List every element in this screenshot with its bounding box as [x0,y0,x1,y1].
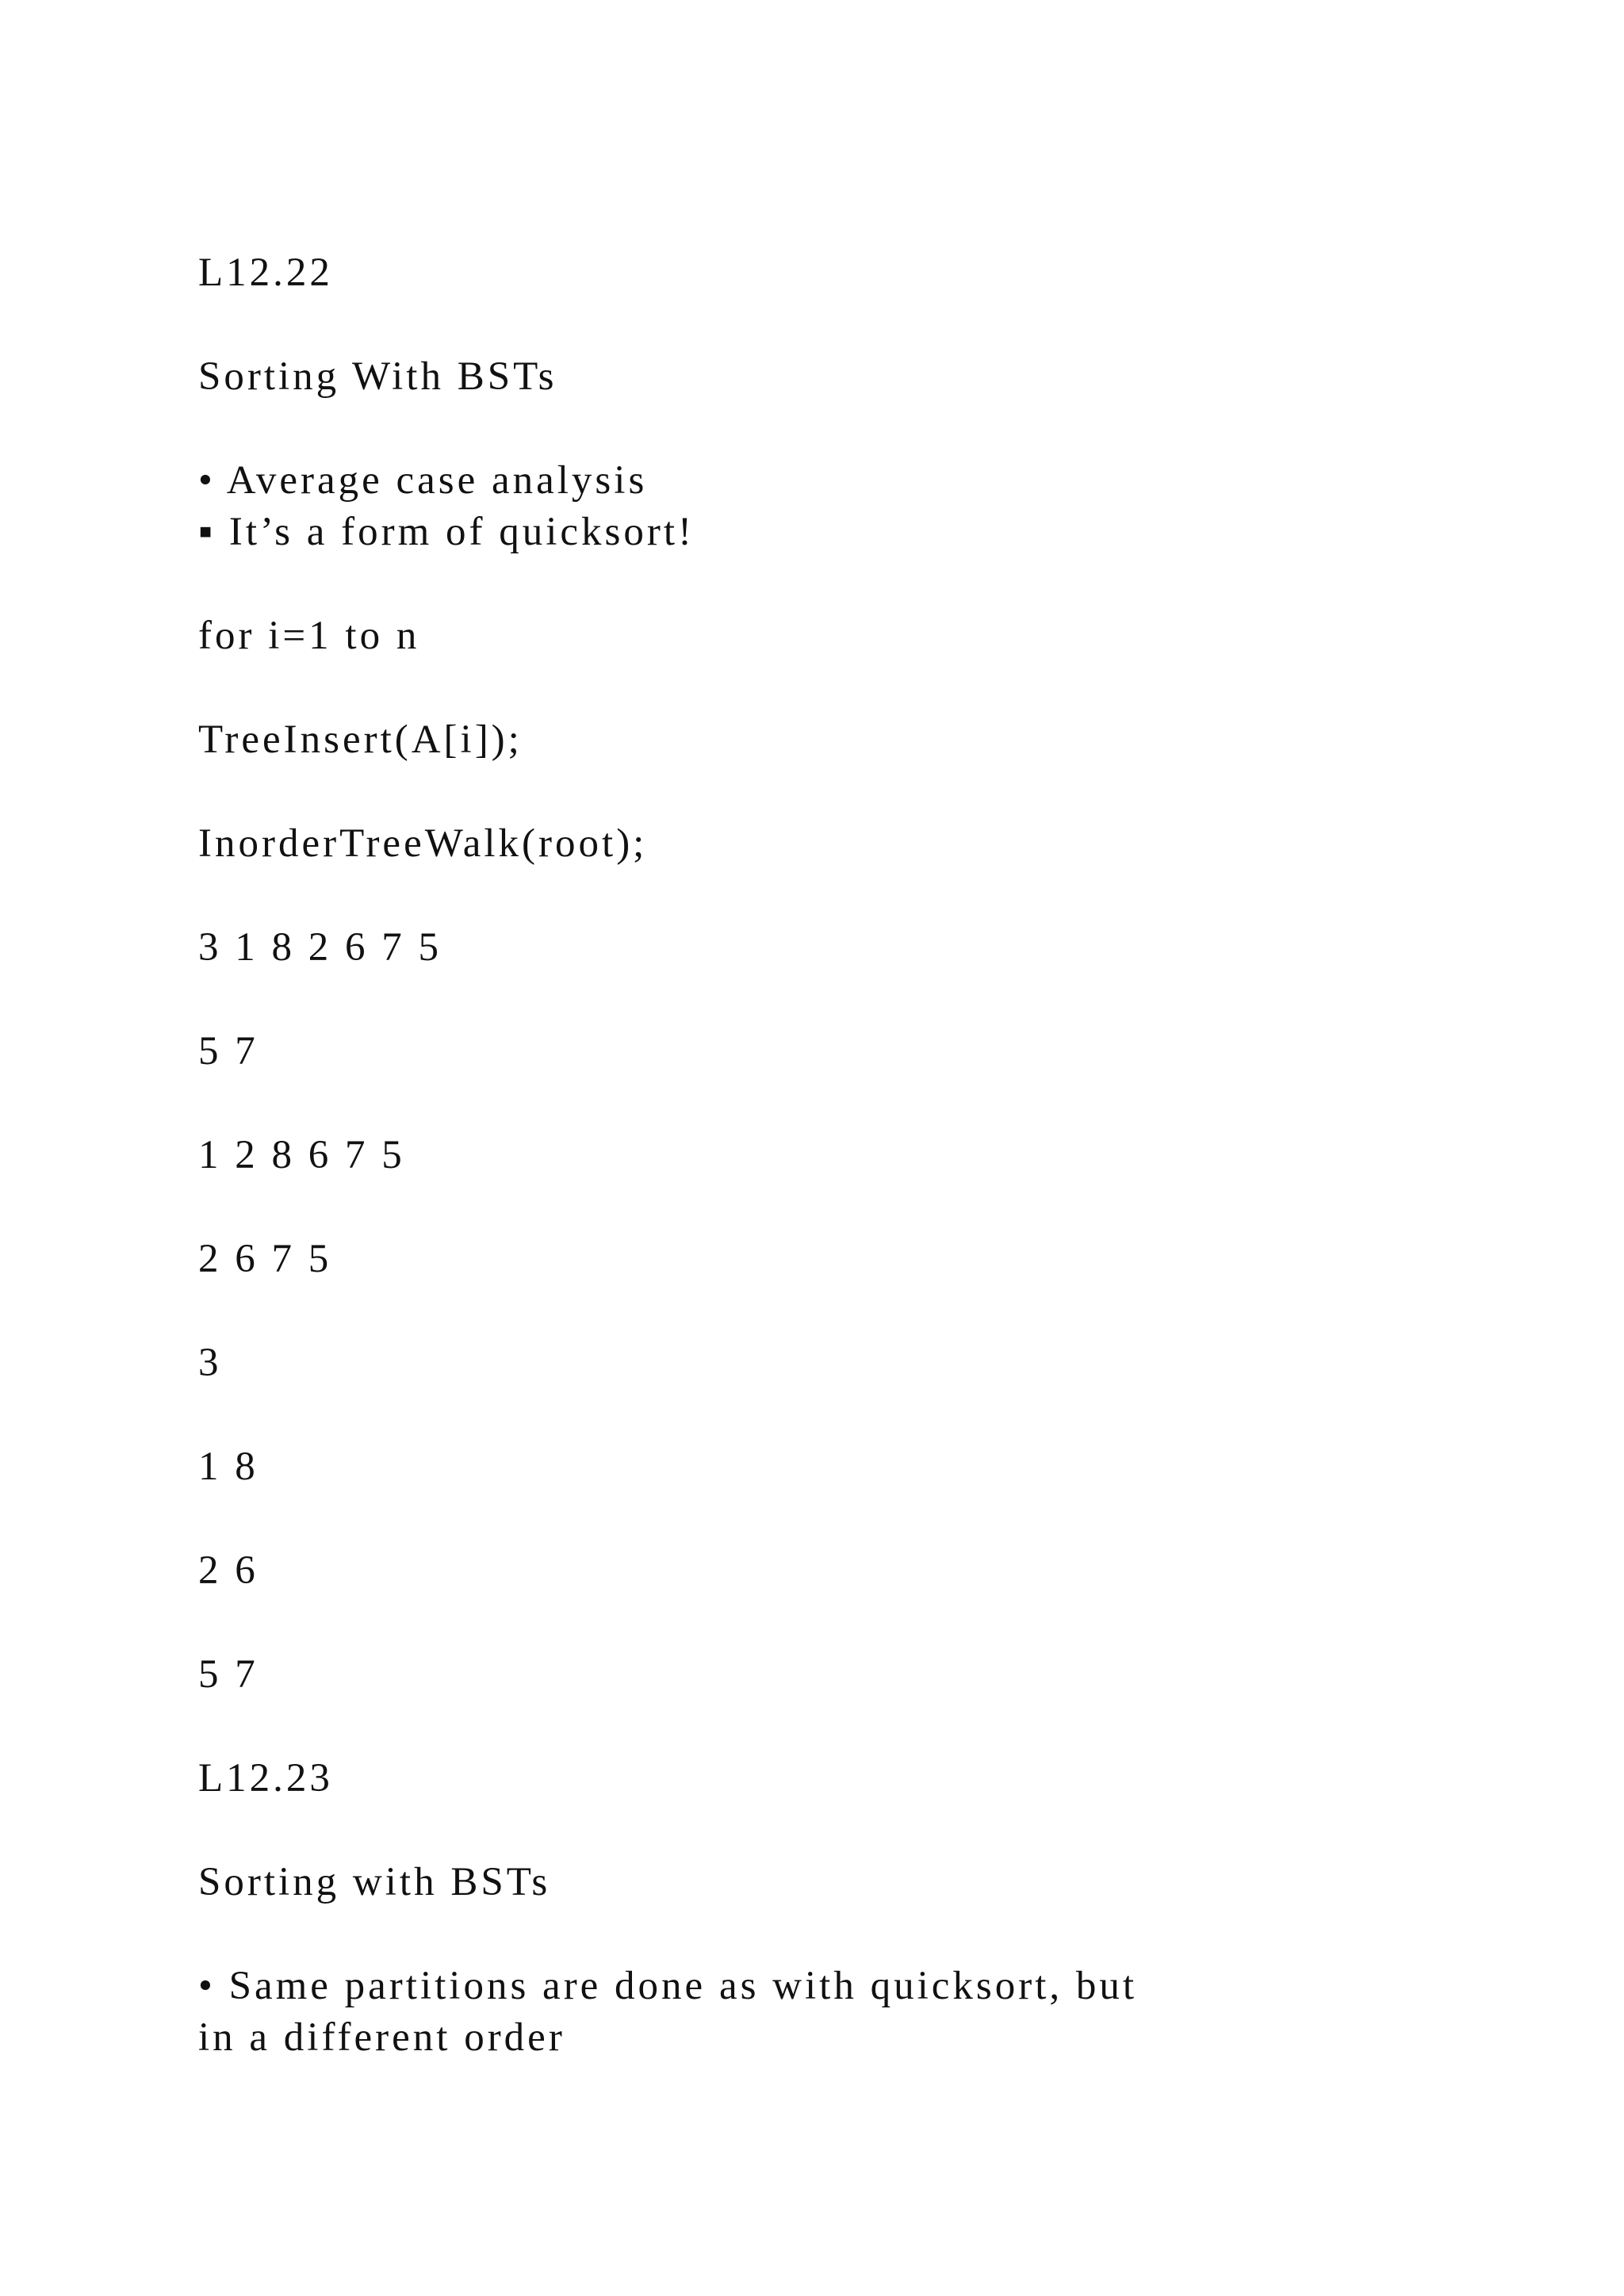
slide-number: L12.22 [198,251,333,295]
tree-sequence: 2 6 7 5 [198,1237,332,1281]
slide-number: L12.23 [198,1756,333,1800]
bullet-item: • Same partitions are done as with quicksort, but [198,1964,1138,2008]
tree-sequence: 5 7 [198,1029,259,1073]
sub-bullet-item: ▪ It’s a form of quicksort! [198,510,695,554]
tree-node: 1 8 [198,1445,259,1489]
code-line: InorderTreeWalk(root); [198,821,648,866]
document-content [198,247,1435,2064]
tree-sequence: 1 2 8 6 7 5 [198,1133,405,1177]
slide-title: Sorting With BSTs [198,354,557,399]
bullet-continuation: in a different order [198,2015,565,2060]
tree-sequence: 3 1 8 2 6 7 5 [198,925,442,970]
tree-node: 5 7 [198,1652,259,1697]
code-line: for i=1 to n [198,614,420,658]
code-line: TreeInsert(A[i]); [198,718,523,762]
tree-node: 3 [198,1341,222,1385]
slide-title: Sorting with BSTs [198,1860,551,1904]
tree-node: 2 6 [198,1548,259,1593]
bullet-item: • Average case analysis [198,458,648,503]
